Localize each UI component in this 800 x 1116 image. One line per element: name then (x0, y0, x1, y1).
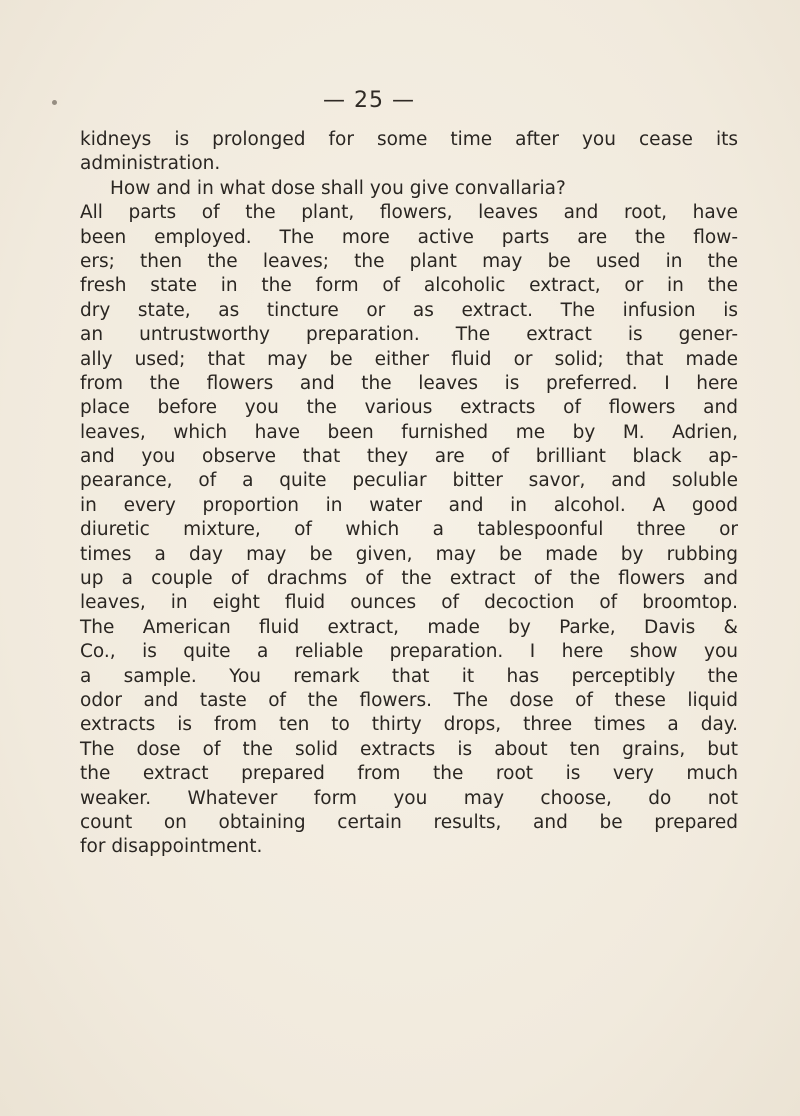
text-line: weaker. Whatever form you may choose, do not (80, 787, 738, 809)
text-line: diuretic mixture, of which a tablespoonful three or (80, 519, 738, 541)
text-line: The American fluid extract, made by Parke, Davis & (80, 616, 738, 638)
text-line: for disappointment. (80, 836, 263, 858)
text-line: leaves, in eight fluid ounces of decoction of broomtop. (80, 592, 738, 614)
text-line: The dose of the solid extracts is about ten grains, but (80, 738, 738, 760)
text-line: How and in what dose shall you give convallaria? (110, 177, 566, 199)
text-line: pearance, of a quite peculiar bitter savor, and soluble (80, 470, 738, 492)
text-line: administration. (80, 153, 221, 175)
text-line: in every proportion in water and in alcohol. A good (80, 494, 738, 516)
text-line: extracts is from ten to thirty drops, three times a day. (80, 714, 738, 736)
text-line: a sample. You remark that it has perceptibly the (80, 665, 738, 687)
text-line: an untrustworthy preparation. The extract is gener- (80, 324, 738, 346)
body-text (80, 128, 738, 860)
text-line: the extract prepared from the root is very much (80, 763, 738, 785)
text-line: ally used; that may be either fluid or solid; that made (80, 348, 738, 370)
text-line: leaves, which have been furnished me by M. Adrien, (80, 421, 738, 443)
text-line: been employed. The more active parts are the flow- (80, 226, 738, 248)
text-line: Co., is quite a reliable preparation. I here show you (80, 641, 738, 663)
text-line: fresh state in the form of alcoholic extract, or in the (80, 275, 738, 297)
text-line: ers; then the leaves; the plant may be used in the (80, 250, 738, 272)
page-number: — 25 — (323, 88, 415, 113)
text-line: odor and taste of the flowers. The dose of these liquid (80, 689, 738, 711)
text-line: dry state, as tincture or as extract. The infusion is (80, 299, 738, 321)
text-line: times a day may be given, may be made by rubbing (80, 543, 738, 565)
text-line: count on obtaining certain results, and be prepared (80, 811, 738, 833)
text-line: place before you the various extracts of flowers and (80, 397, 738, 419)
text-line: All parts of the plant, flowers, leaves and root, have (80, 202, 738, 224)
text-line: from the flowers and the leaves is preferred. I here (80, 372, 738, 394)
text-line: kidneys is prolonged for some time after you cease its (80, 129, 738, 150)
text-line: and you observe that they are of brilliant black ap- (80, 446, 738, 468)
text-line: up a couple of drachms of the extract of the flowers and (80, 568, 738, 590)
